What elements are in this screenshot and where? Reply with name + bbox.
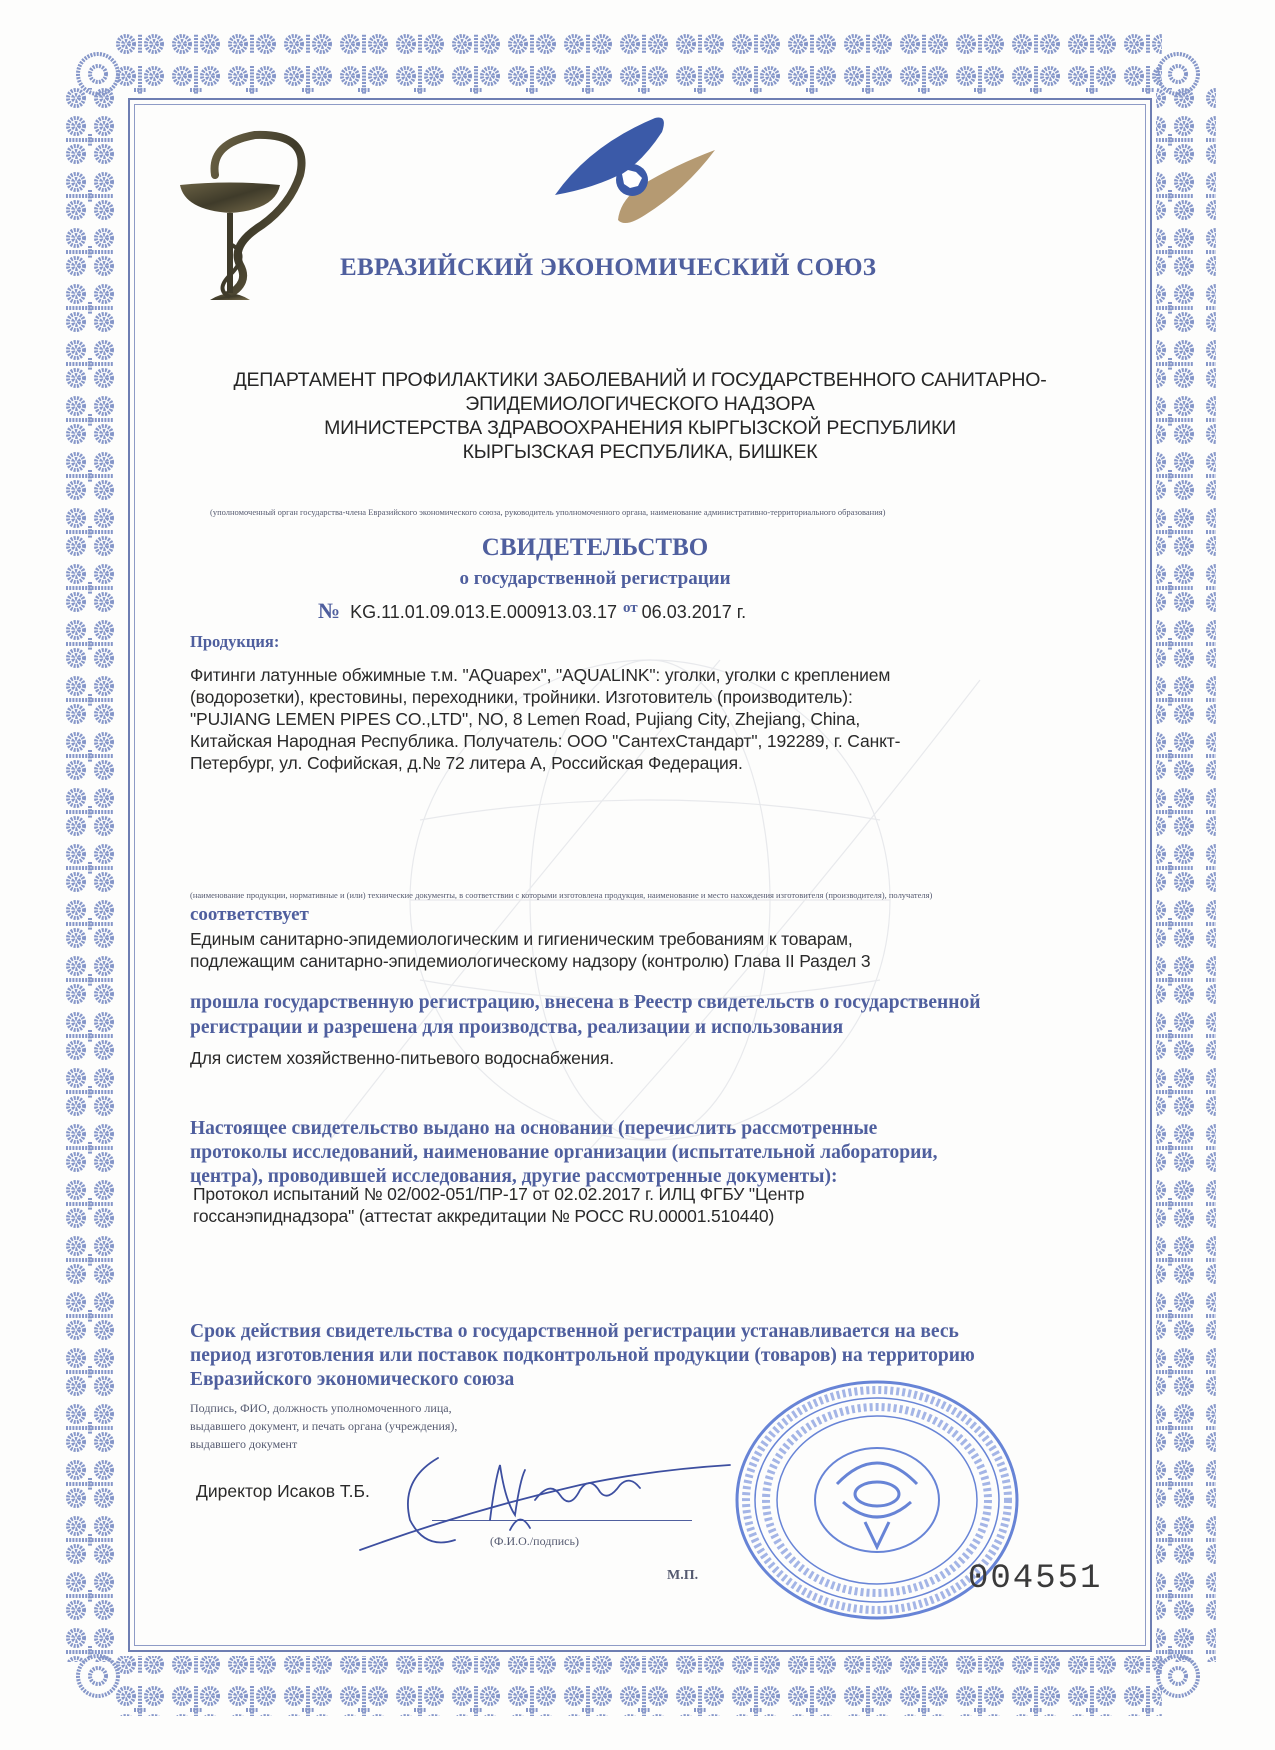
bowl-of-hygieia-icon	[170, 125, 320, 315]
authority-line: ДЕПАРТАМЕНТ ПРОФИЛАКТИКИ ЗАБОЛЕВАНИЙ И ГОСУДАРСТВЕННОГО САНИТАРНО-	[233, 369, 1047, 391]
validity-line: Срок действия свидетельства о государственной регистрации устанавливается на весь	[190, 1321, 959, 1342]
signatory-caption-line: Подпись, ФИО, должность уполномоченного лица,	[190, 1401, 452, 1415]
basis-line: протоколы исследований, наименование организации (испытательной лаборатории,	[190, 1142, 938, 1163]
product-line: Петербург, ул. Софийская, д.№ 72 литера А, Российская Федерация.	[190, 753, 743, 773]
fio-caption: (Ф.И.О./подпись)	[490, 1534, 579, 1548]
product-label: Продукция:	[190, 632, 280, 651]
certificate-title: СВИДЕТЕЛЬСТВО	[481, 534, 709, 561]
signatory-name: Директор Исаков Т.Б.	[196, 1481, 370, 1501]
authority-line: КЫРГЫЗСКАЯ РЕСПУБЛИКА, БИШКЕК	[462, 441, 818, 463]
certificate-number: KG.11.01.09.013.E.000913.03.17	[350, 602, 617, 622]
signatory-caption-line: выдавшего документ, и печать органа (учреждения),	[190, 1419, 458, 1433]
conformity-label: соответствует	[190, 904, 309, 925]
test-protocol	[193, 1183, 1093, 1227]
handwritten-signature-icon	[350, 1440, 770, 1560]
product-line: "PUJIANG LEMEN PIPES CO.,LTD", NO, 8 Lemen Road, Pujiang City, Zhejiang, China,	[190, 709, 861, 729]
validity-line: Евразийского экономического союза	[190, 1369, 515, 1390]
authority-caption: (уполномоченный орган государства-члена Евразийского экономического союза, руководитель уполномоченного органа, наименование административно-территориального образования)	[210, 507, 886, 517]
signatory-caption-line: выдавшего документ	[190, 1437, 298, 1451]
basis-line: Настоящее свидетельство выдано на основании (перечислить рассмотренные	[190, 1118, 878, 1139]
certificate-number-row	[318, 598, 746, 624]
stamp-place-label: М.П.	[667, 1568, 699, 1583]
protocol-line: Протокол испытаний № 02/002-051/ПР-17 от 02.02.2017 г. ИЛЦ ФГБУ "Центр	[193, 1184, 805, 1204]
registration-line: регистрации и разрешена для производства, реализации и использования	[190, 1017, 844, 1038]
serial-number: 004551	[968, 1560, 1103, 1598]
validity-line: период изготовления или поставок подконтрольной продукции (товаров) на территорию	[190, 1345, 975, 1366]
registration-statement	[190, 990, 1150, 1040]
conformity-text	[190, 928, 1090, 972]
product-line: (водорозетки), крестовины, переходники, тройники. Изготовитель (производитель):	[190, 687, 853, 707]
product-line: Китайская Народная Республика. Получатель: ООО "СантехСтандарт", 192289, г. Санкт-	[190, 731, 901, 751]
certificate-subtitle: о государственной регистрации	[459, 568, 731, 589]
conformity-line: Единым санитарно-эпидемиологическим и гигиеническим требованиям к товарам,	[190, 929, 853, 949]
authority-line: ЭПИДЕМИОЛОГИЧЕСКОГО НАДЗОРА	[465, 393, 815, 415]
registration-line: прошла государственную регистрацию, внесена в Реестр свидетельств о государственной	[190, 992, 981, 1013]
conformity-line: подлежащим санитарно-эпидемиологическому надзору (контролю) Глава II Раздел 3	[190, 951, 871, 971]
number-sign: №	[318, 598, 341, 623]
authority-line: МИНИСТЕРСТВА ЗДРАВООХРАНЕНИЯ КЫРГЫЗСКОЙ РЕСПУБЛИКИ	[324, 417, 956, 439]
usage-purpose: Для систем хозяйственно-питьевого водоснабжения.	[190, 1048, 614, 1068]
basis-line: центра), проводившей исследования, другие рассмотренные документы):	[190, 1166, 838, 1187]
eaeu-emblem-icon	[550, 110, 720, 240]
basis-statement	[190, 1117, 1150, 1189]
protocol-line: госсанэпиднадзора" (аттестат аккредитации № РОСС RU.00001.510440)	[193, 1206, 775, 1226]
certificate-date: 06.03.2017 г.	[641, 602, 747, 622]
product-caption: (наименование продукции, нормативные и (или) технические документы, в соответствии с которыми изготовлена продукция, наименование и место нахождения изготовителя (производителя), получателя)	[190, 890, 933, 900]
product-line: Фитинги латунные обжимные т.м. "AQuapex", "AQUALINK": уголки, уголки с креплением	[190, 665, 891, 685]
product-description	[190, 664, 1090, 774]
union-title: ЕВРАЗИЙСКИЙ ЭКОНОМИЧЕСКИЙ СОЮЗ	[340, 254, 877, 281]
issuing-authority	[180, 368, 1100, 464]
date-prefix: от	[623, 600, 638, 616]
